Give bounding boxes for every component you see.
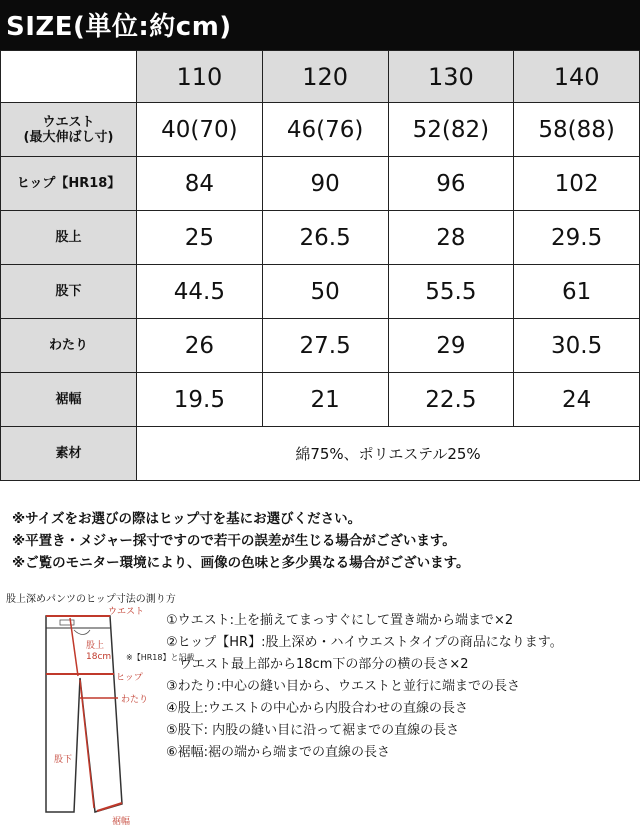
row-label-hem: 裾幅 — [1, 373, 137, 427]
size-140: 140 — [514, 51, 640, 103]
table-row — [1, 211, 640, 265]
row-label-material: 素材 — [1, 427, 137, 481]
hr-note: ※【HR18】と記載 — [126, 653, 195, 662]
table-row — [1, 157, 640, 211]
size-110: 110 — [137, 51, 263, 103]
table-cell: 29 — [388, 319, 514, 373]
table-row — [1, 319, 640, 373]
hem-label: 裾幅 — [112, 817, 131, 827]
material-value: 綿75%、ポリエステル25% — [137, 427, 640, 481]
table-cell: 26.5 — [262, 211, 388, 265]
table-cell: 46(76) — [262, 103, 388, 157]
note-line: ※サイズをお選びの際はヒップ寸を基にお選びください。 — [12, 511, 362, 527]
table-cell: 55.5 — [388, 265, 514, 319]
table-cell: 58(88) — [514, 103, 640, 157]
size-header-row — [1, 51, 640, 103]
table-cell: 24 — [514, 373, 640, 427]
table-cell: 40(70) — [137, 103, 263, 157]
row-label-inseam: 股下 — [1, 265, 137, 319]
step-item: ②ヒップ【HR】:股上深め・ハイウエストタイプの商品になります。 — [166, 635, 563, 650]
pants-diagram — [0, 606, 195, 840]
rise-label-line2: 18cm — [86, 652, 112, 662]
notes — [12, 508, 470, 574]
size-130: 130 — [388, 51, 514, 103]
diagram-title: 股上深めパンツのヒップ寸法の測り方 — [6, 594, 176, 605]
note-line: ※平置き・メジャー採寸ですので若干の誤差が生じる場合がございます。 — [12, 533, 456, 549]
table-cell: 19.5 — [137, 373, 263, 427]
row-label-waist: ウエスト (最大伸ばし寸) — [1, 103, 137, 157]
inseam-label: 股下 — [54, 755, 73, 765]
step-item: ③わたり:中心の縫い目から、ウエストと並行に端までの長さ — [166, 679, 521, 694]
table-row — [1, 265, 640, 319]
size-title: SIZE(単位:約cm) — [6, 12, 232, 42]
step-item: ①ウエスト:上を揃えてまっすぐにして置き端から端まで×2 — [166, 613, 514, 628]
size-header — [0, 0, 640, 50]
note-line: ※ご覧のモニター環境により、画像の色味と多少異なる場合がございます。 — [12, 555, 470, 571]
table-cell: 28 — [388, 211, 514, 265]
table-cell: 27.5 — [262, 319, 388, 373]
table-cell: 25 — [137, 211, 263, 265]
table-cell: 90 — [262, 157, 388, 211]
hip-label: ヒップ — [116, 673, 143, 683]
size-120: 120 — [262, 51, 388, 103]
step-item: ウエスト最上部から18cm下の部分の横の長さ×2 — [166, 657, 469, 672]
table-row — [1, 373, 640, 427]
table-cell: 30.5 — [514, 319, 640, 373]
step-item: ⑤股下: 内股の縫い目に沿って裾までの直線の長さ — [166, 723, 460, 738]
table-cell: 50 — [262, 265, 388, 319]
row-label-hip: ヒップ【HR18】 — [1, 157, 137, 211]
step-item: ⑥裾幅:裾の端から端までの直線の長さ — [166, 745, 391, 760]
measurement-steps — [166, 610, 563, 764]
table-cell: 29.5 — [514, 211, 640, 265]
table-cell: 21 — [262, 373, 388, 427]
thigh-label: わたり — [121, 695, 149, 705]
table-cell: 52(82) — [388, 103, 514, 157]
waist-label: ウエスト — [108, 607, 145, 617]
table-cell: 44.5 — [137, 265, 263, 319]
row-label-rise: 股上 — [1, 211, 137, 265]
rise-label-line1: 股上 — [86, 641, 105, 651]
row-label-thigh: わたり — [1, 319, 137, 373]
step-item: ④股上:ウエストの中心から内股合わせの直線の長さ — [166, 701, 469, 716]
table-cell: 96 — [388, 157, 514, 211]
table-cell: 26 — [137, 319, 263, 373]
corner-cell — [1, 51, 137, 103]
size-table — [0, 50, 640, 481]
table-cell: 22.5 — [388, 373, 514, 427]
table-row — [1, 103, 640, 157]
table-cell: 84 — [137, 157, 263, 211]
table-cell: 61 — [514, 265, 640, 319]
table-cell: 102 — [514, 157, 640, 211]
table-row — [1, 427, 640, 481]
